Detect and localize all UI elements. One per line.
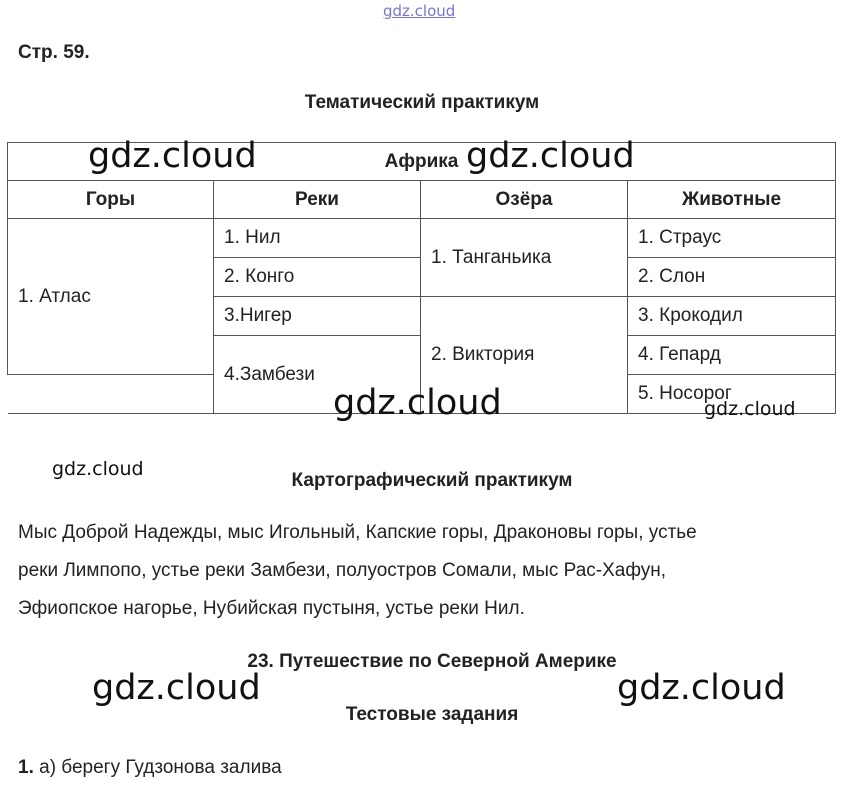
watermark-top: gdz.cloud bbox=[383, 2, 456, 20]
answer-text: а) берегу Гудзонова залива bbox=[33, 757, 282, 778]
watermark: gdz.cloud bbox=[617, 668, 786, 708]
table-title: Африка bbox=[384, 150, 459, 172]
chapter-title: 23. Путешествие по Северной Америке bbox=[247, 651, 617, 672]
answer-1 bbox=[18, 757, 282, 779]
section-title-cartographic: Картографический практикум bbox=[291, 470, 573, 491]
tests-title: Тестовые задания bbox=[345, 704, 519, 725]
watermark: gdz.cloud bbox=[704, 398, 796, 420]
river-cell: 3.Нигер bbox=[214, 297, 421, 336]
watermark: gdz.cloud bbox=[52, 458, 144, 480]
river-cell: 2. Конго bbox=[214, 258, 421, 297]
lake-cell: 1. Танганьика bbox=[421, 219, 628, 297]
answer-number: 1. bbox=[18, 757, 34, 778]
mountain-cell: 1. Атлас bbox=[8, 219, 214, 375]
watermark: gdz.cloud bbox=[92, 668, 261, 708]
animal-cell: 1. Страус bbox=[628, 219, 836, 258]
cartographic-paragraph bbox=[18, 514, 838, 628]
animal-cell: 3. Крокодил bbox=[628, 297, 836, 336]
animal-cell: 4. Гепард bbox=[628, 336, 836, 375]
table-row bbox=[8, 219, 836, 258]
watermark: gdz.cloud bbox=[88, 136, 257, 176]
animal-cell: 5. Носорог bbox=[628, 375, 836, 414]
animal-cell: 2. Слон bbox=[628, 258, 836, 297]
lake-cell: 2. Виктория bbox=[421, 297, 628, 414]
watermark: gdz.cloud bbox=[333, 383, 502, 423]
section-title-thematic: Тематический практикум bbox=[304, 92, 540, 113]
paragraph-line: реки Лимпопо, устье реки Замбези, полуостров Сомали, мыс Рас-Хафун, bbox=[18, 560, 667, 581]
header-animals: Животные bbox=[628, 181, 836, 219]
paragraph-line: Эфиопское нагорье, Нубийская пустыня, устье реки Нил. bbox=[18, 598, 525, 619]
header-rivers: Реки bbox=[214, 181, 421, 219]
table-header-row bbox=[8, 181, 836, 219]
river-cell: 4.Замбези bbox=[214, 336, 421, 414]
header-lakes: Озёра bbox=[421, 181, 628, 219]
page-reference: Стр. 59. bbox=[18, 42, 90, 63]
watermark: gdz.cloud bbox=[466, 136, 635, 176]
paragraph-line: Мыс Доброй Надежды, мыс Игольный, Капские горы, Драконовы горы, устье bbox=[18, 522, 697, 543]
africa-table bbox=[7, 142, 836, 414]
header-mountains: Горы bbox=[8, 181, 214, 219]
river-cell: 1. Нил bbox=[214, 219, 421, 258]
